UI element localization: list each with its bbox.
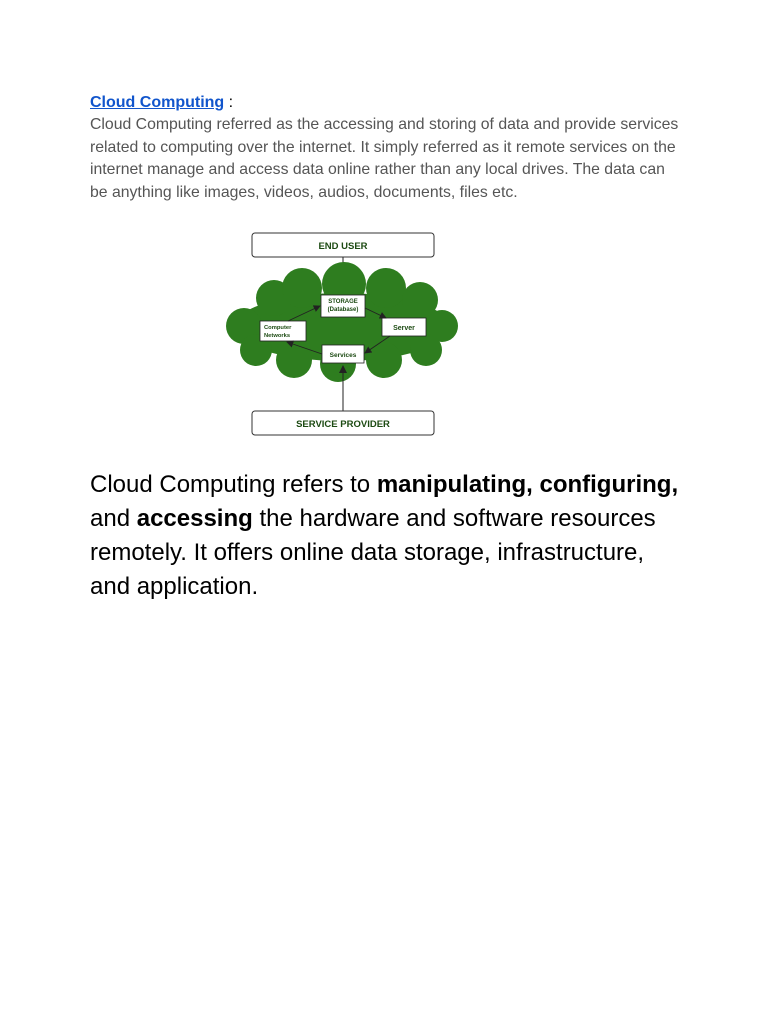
section-heading (90, 92, 233, 114)
computer-networks-sublabel: Networks (264, 333, 291, 339)
intro-paragraph: Cloud Computing referred as the accessing and storing of data and provide services related to computing over the internet. It simply referred as it remote services on the internet manage and access data online rather than any local drives. The data can be anything like images, videos, audios, documents, files etc. (90, 116, 679, 201)
storage-sublabel: (Database) (327, 307, 359, 313)
definition-paragraph (90, 468, 690, 604)
definition-bold-1: manipulating, configuring, (376, 471, 679, 498)
end-user-label: END USER (318, 241, 368, 252)
server-label: Server (393, 325, 415, 332)
cloud-computing-link[interactable]: Cloud Computing (90, 94, 225, 111)
services-label: Services (329, 352, 357, 359)
definition-text-3: the hardware and software resources remotely. It offers online data storage, infrastructure, and application. (90, 505, 656, 600)
service-provider-label: SERVICE PROVIDER (296, 419, 390, 430)
heading-colon: : (224, 94, 234, 111)
definition-text-2: and (90, 505, 137, 532)
definition-bold-2: accessing (136, 505, 253, 532)
cloud-diagram (214, 226, 470, 446)
definition-text-1: Cloud Computing refers to (90, 471, 377, 498)
storage-label: STORAGE (328, 299, 358, 305)
computer-networks-label: Computer (264, 325, 292, 331)
